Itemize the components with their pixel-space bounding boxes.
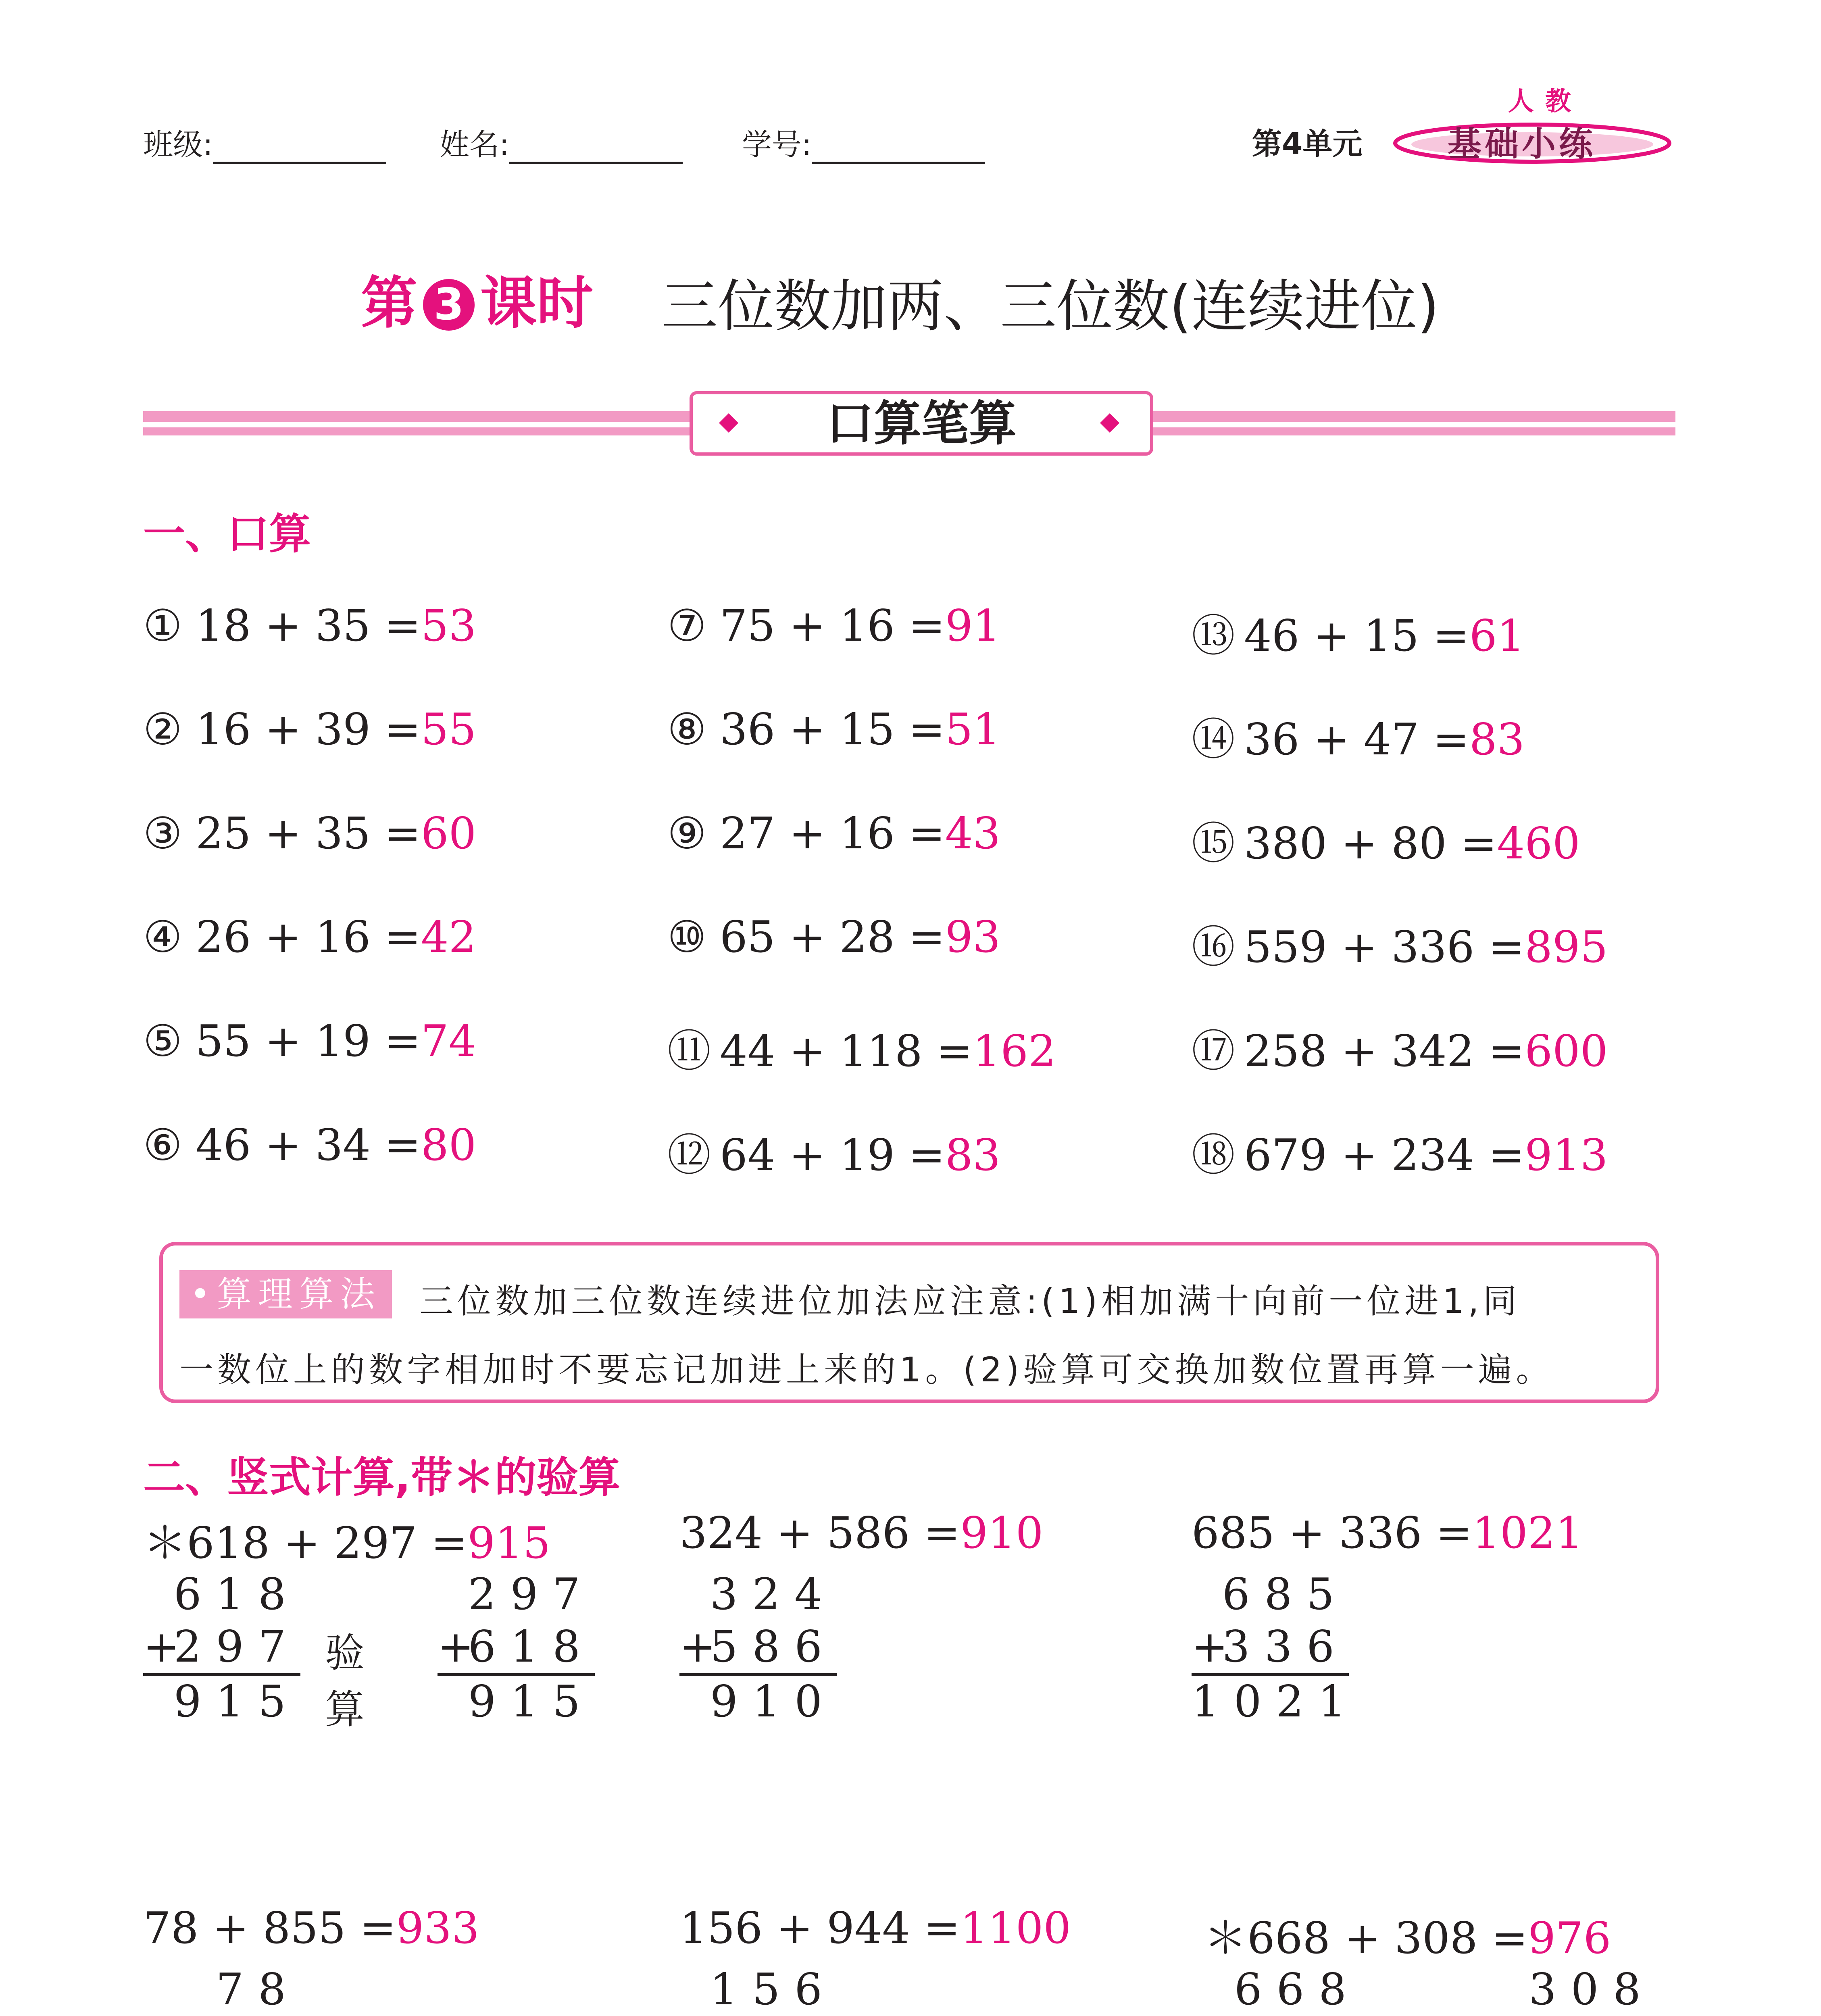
problem-expression: 258 + 342 = <box>1244 1026 1525 1077</box>
lesson-suffix: 课时 <box>480 271 594 336</box>
addend-top: 685 <box>1222 1569 1349 1620</box>
addend-bottom-row <box>143 1621 300 1673</box>
lesson-number-badge: 3 <box>423 279 475 331</box>
addend-bottom: 618 <box>468 1622 595 1672</box>
addend-bottom: 297 <box>173 1622 300 1672</box>
oral-problem <box>1192 601 1525 663</box>
problem-answer[interactable]: 915 <box>467 1518 551 1568</box>
oral-problem <box>143 912 476 962</box>
addend-top: 297 <box>468 1569 595 1620</box>
problem-expression: 65 + 28 = <box>720 912 945 962</box>
problem-answer[interactable]: 91 <box>945 601 1001 651</box>
problem-answer[interactable]: 80 <box>421 1120 477 1170</box>
sum-result[interactable]: 1021 <box>1192 1677 1361 1727</box>
problem-answer[interactable]: 83 <box>945 1130 1001 1181</box>
problem-number: ⑱ <box>1192 1130 1236 1181</box>
oral-problem <box>143 808 476 859</box>
problem-expression: 75 + 16 = <box>720 601 945 651</box>
verification-label-char: 验 <box>325 1630 365 1676</box>
tip-badge: •算理算法 <box>179 1270 392 1318</box>
problem-number: ⑦ <box>667 601 706 651</box>
problem-expression: 380 + 80 = <box>1244 818 1497 869</box>
problem-number: ⑤ <box>143 1016 182 1066</box>
problem-answer[interactable]: 74 <box>421 1016 477 1066</box>
lesson-prefix: 第 <box>361 271 418 336</box>
class-blank[interactable] <box>213 133 386 164</box>
vertical-form <box>1192 1568 1361 1728</box>
oral-problem <box>1192 704 1525 767</box>
plus-sign: + <box>438 1622 474 1672</box>
name-blank[interactable] <box>509 133 683 164</box>
problem-number: ① <box>143 601 182 651</box>
problem-number: ⑯ <box>1192 922 1236 973</box>
problem-number: ⑥ <box>143 1120 182 1170</box>
vertical-form <box>679 1568 837 1728</box>
problem-answer[interactable]: 1100 <box>960 1903 1071 1954</box>
problem-answer[interactable]: 895 <box>1525 922 1608 973</box>
vertical-problem-equation <box>143 1903 479 1954</box>
vertical-form <box>143 1964 300 2016</box>
addend-bottom: 336 <box>1222 1622 1349 1672</box>
oral-problem <box>667 704 1000 755</box>
page-title: 三位数加两、三位数(连续进位) <box>661 274 1440 339</box>
plus-sign: + <box>143 1622 180 1672</box>
oral-problem <box>1192 912 1608 975</box>
section-heading-vertical: 二、竖式计算,带＊的验算 <box>143 1453 621 1502</box>
problem-answer[interactable]: 55 <box>421 704 477 755</box>
problem-expression: ＊668 + 308 = <box>1204 1913 1528 1964</box>
section-banner: 口算笔算 <box>826 396 1017 451</box>
oral-problem <box>143 704 476 755</box>
vertical-form <box>143 1568 300 1728</box>
student-id-field <box>742 121 985 164</box>
problem-expression: 25 + 35 = <box>196 808 421 859</box>
problem-number: ⑫ <box>667 1130 711 1181</box>
problem-answer[interactable]: 933 <box>396 1903 479 1954</box>
tip-text-line-2: 一数位上的数字相加时不要忘记加进上来的1。(2)验算可交换加数位置再算一遍。 <box>179 1350 1554 1389</box>
problem-expression: 46 + 15 = <box>1244 611 1469 661</box>
class-label: 班级: <box>143 127 213 162</box>
problem-expression: 685 + 336 = <box>1192 1508 1473 1558</box>
vertical-form <box>1498 1964 1655 2016</box>
oral-problem <box>143 601 476 651</box>
oral-problem <box>667 912 1000 962</box>
sum-result[interactable]: 910 <box>710 1677 837 1727</box>
brand-logo: 基础小练 <box>1448 124 1596 164</box>
problem-answer[interactable]: 60 <box>421 808 477 859</box>
section-heading-oral: 一、口算 <box>143 509 311 558</box>
problem-answer[interactable]: 913 <box>1525 1130 1608 1181</box>
vertical-problem-equation <box>679 1508 1043 1558</box>
oral-problem <box>667 601 1000 651</box>
problem-expression: 324 + 586 = <box>679 1508 961 1558</box>
problem-expression: 679 + 234 = <box>1244 1130 1525 1181</box>
vertical-problem-equation <box>1204 1903 1611 1966</box>
problem-number: ③ <box>143 808 182 859</box>
problem-expression: 44 + 118 = <box>720 1026 973 1077</box>
unit-label: 第4单元 <box>1252 127 1363 161</box>
problem-expression: 78 + 855 = <box>143 1903 396 1954</box>
problem-expression: ＊618 + 297 = <box>143 1518 468 1568</box>
sum-result[interactable]: 915 <box>468 1677 595 1727</box>
oral-problem <box>667 1120 1000 1183</box>
problem-expression: 46 + 34 = <box>196 1120 421 1170</box>
addend-bottom-row <box>438 1621 595 1673</box>
addend-top: 668 <box>1234 1964 1361 2015</box>
problem-number: ⑧ <box>667 704 706 755</box>
tip-text-line-1: 三位数加三位数连续进位加法应注意:(1)相加满十向前一位进1,同 <box>419 1281 1521 1321</box>
vertical-problem-equation <box>679 1903 1071 1954</box>
oral-problem <box>143 1120 476 1170</box>
addend-bottom: 586 <box>710 1622 837 1672</box>
problem-answer[interactable]: 600 <box>1525 1026 1608 1077</box>
oral-problem <box>1192 808 1580 871</box>
publisher-label: 人教 <box>1508 87 1582 117</box>
addend-bottom-row <box>1192 1621 1349 1673</box>
verification-label-char: 算 <box>325 1687 365 1733</box>
problem-expression: 559 + 336 = <box>1244 922 1525 973</box>
vertical-form <box>438 1568 595 1728</box>
oral-problem <box>143 1016 476 1066</box>
addend-top: 324 <box>710 1569 837 1620</box>
sum-result[interactable]: 915 <box>173 1677 300 1727</box>
problem-expression: 36 + 15 = <box>720 704 945 755</box>
problem-answer[interactable]: 93 <box>945 912 1001 962</box>
problem-expression: 64 + 19 = <box>720 1130 945 1181</box>
problem-answer[interactable]: 42 <box>421 912 477 962</box>
plus-sign: + <box>679 1622 716 1672</box>
oral-problem <box>667 808 1000 859</box>
problem-answer[interactable]: 51 <box>945 704 1001 755</box>
problem-answer[interactable]: 910 <box>960 1508 1044 1558</box>
oral-problem <box>1192 1120 1608 1183</box>
addend-bottom-row <box>679 1621 837 1673</box>
problem-answer[interactable]: 1021 <box>1472 1508 1583 1558</box>
problem-number: ⑬ <box>1192 611 1236 661</box>
problem-answer[interactable]: 61 <box>1469 611 1525 661</box>
problem-number: ⑭ <box>1192 714 1236 765</box>
student-id-blank[interactable] <box>812 133 985 164</box>
student-id-label: 学号: <box>742 127 812 162</box>
oral-problem <box>1192 1016 1608 1079</box>
problem-expression: 16 + 39 = <box>196 704 421 755</box>
addend-top: 618 <box>173 1569 300 1620</box>
addend-top: 308 <box>1528 1964 1655 2015</box>
problem-expression: 36 + 47 = <box>1244 714 1469 765</box>
problem-expression: 55 + 19 = <box>196 1016 421 1066</box>
problem-number: ⑮ <box>1192 818 1236 869</box>
plus-sign: + <box>1192 1622 1228 1672</box>
addend-top: 78 <box>216 1964 300 2015</box>
vertical-problem-equation <box>1192 1508 1583 1558</box>
oral-problem <box>667 1016 1056 1079</box>
vertical-problem-equation <box>143 1508 550 1570</box>
problem-number: ② <box>143 704 182 755</box>
vertical-form <box>1204 1964 1361 2016</box>
problem-number: ④ <box>143 912 182 962</box>
problem-expression: 18 + 35 = <box>196 601 421 651</box>
problem-number: ⑪ <box>667 1026 711 1077</box>
problem-expression: 26 + 16 = <box>196 912 421 962</box>
problem-expression: 27 + 16 = <box>720 808 945 859</box>
problem-number: ⑨ <box>667 808 706 859</box>
problem-answer[interactable]: 53 <box>421 601 477 651</box>
problem-expression: 156 + 944 = <box>679 1903 961 1954</box>
name-label: 姓名: <box>440 127 509 162</box>
verification-label <box>323 1625 367 1738</box>
name-field <box>440 121 683 164</box>
class-field <box>143 121 386 164</box>
vertical-form <box>679 1964 837 2016</box>
problem-answer[interactable]: 43 <box>945 808 1001 859</box>
addend-top: 156 <box>710 1964 837 2015</box>
problem-answer[interactable]: 83 <box>1469 714 1525 765</box>
problem-answer[interactable]: 162 <box>973 1026 1056 1077</box>
problem-answer[interactable]: 976 <box>1528 1913 1611 1964</box>
lesson-number <box>361 258 593 339</box>
problem-answer[interactable]: 460 <box>1497 818 1580 869</box>
problem-number: ⑩ <box>667 912 706 962</box>
problem-number: ⑰ <box>1192 1026 1236 1077</box>
